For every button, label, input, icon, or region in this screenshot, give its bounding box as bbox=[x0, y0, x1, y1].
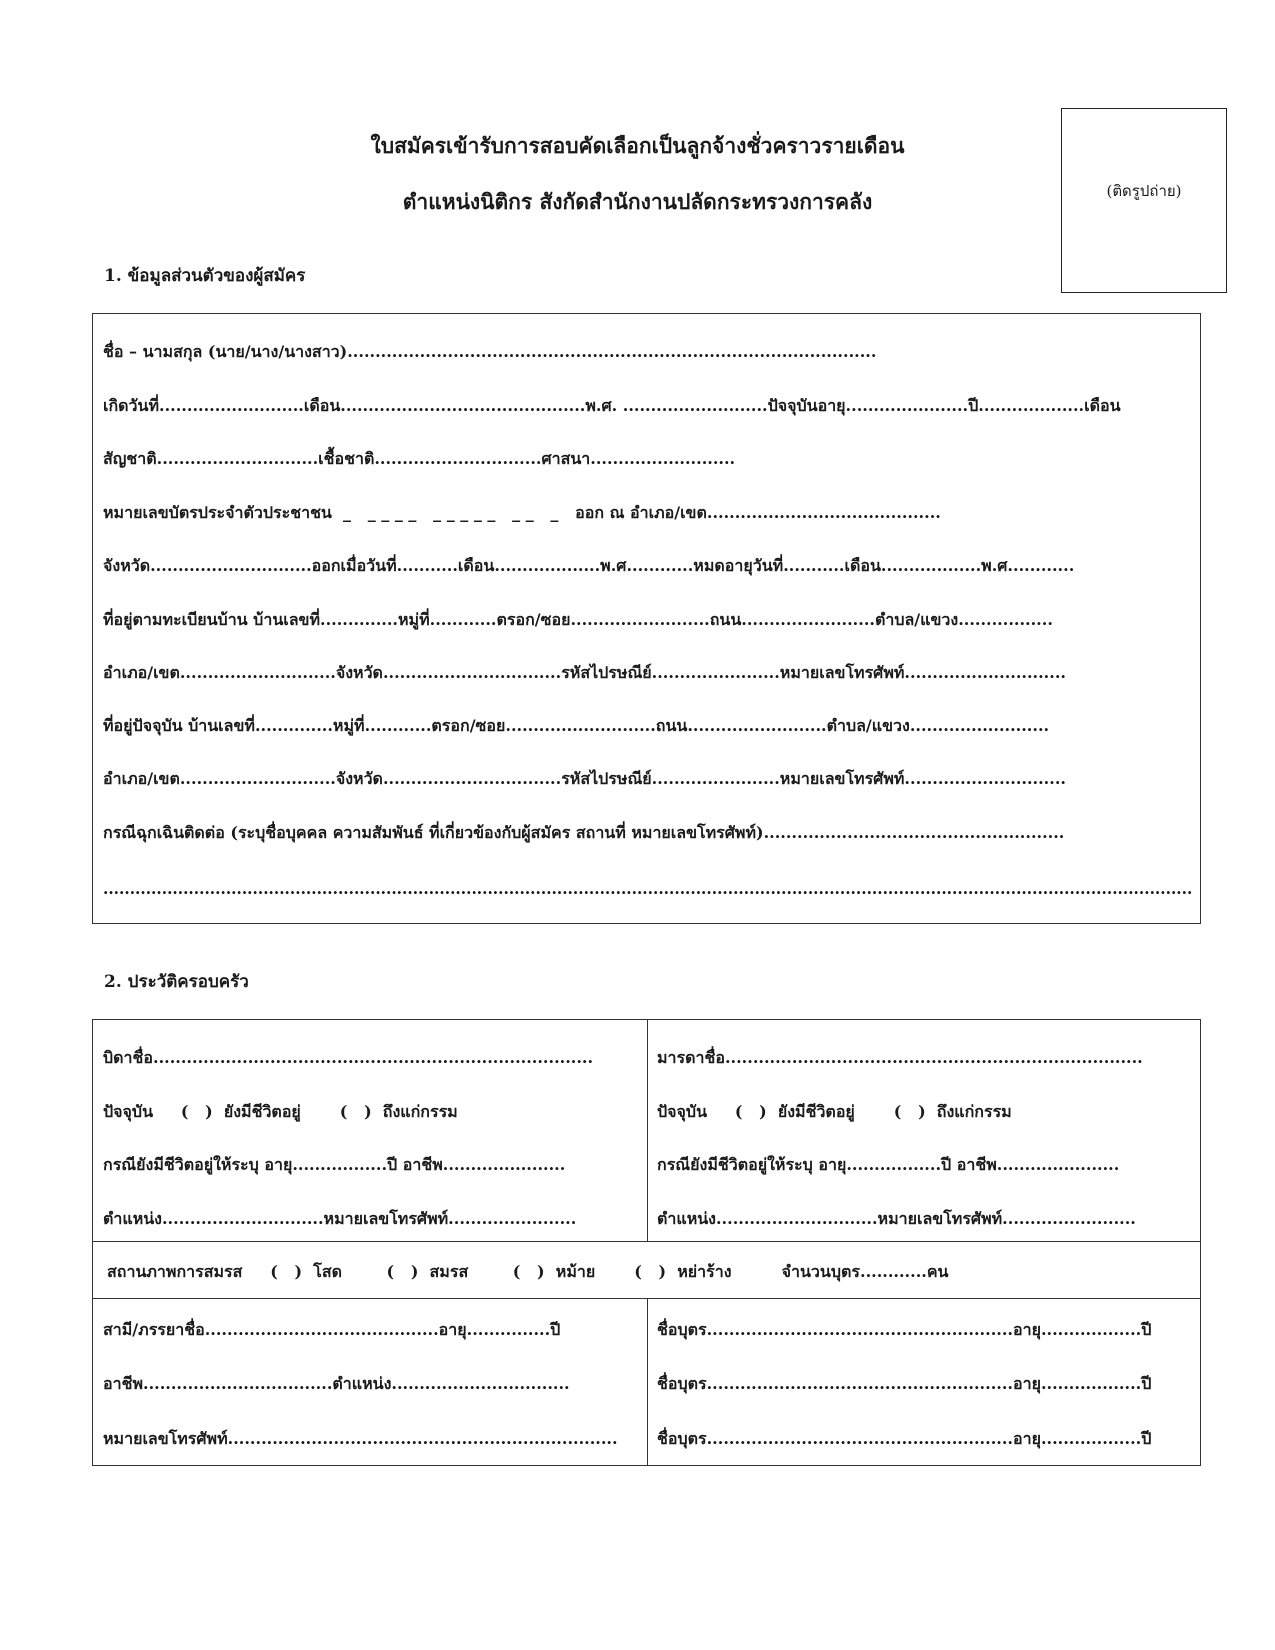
marital-status-field[interactable]: สถานภาพการสมรส ( ) โสด ( ) สมรส ( ) หม้าย ( ) หย่าร้าง จำนวนบุตร............คน bbox=[107, 1262, 949, 1281]
registered-district-phone-field[interactable]: อำเภอ/เขต............................จังหวัด................................รหัสไปรษณีย์.......................หมายเลขโทรศัพท์............................. bbox=[103, 663, 1066, 682]
id-card-field[interactable]: หมายเลขบัตรประจำตัวประชาชน _ _ _ _ _ _ _ _ _ _ _ _ _ ออก ณ อำเภอ/เขต.......................................... bbox=[103, 503, 941, 522]
birth-date-age-field[interactable]: เกิดวันที่..........................เดือน............................................พ.ศ. ..........................ปัจจุบันอายุ......................ปี...................เดือน bbox=[103, 396, 1121, 415]
id-card-issue-expiry-field[interactable]: จังหวัด.............................ออกเมื่อวันที่...........เดือน...................พ.ศ............หมดอายุวันที่...........เดือน..................พ.ศ............ bbox=[103, 556, 1075, 575]
mother-age-occupation-field[interactable]: กรณียังมีชีวิตอยู่ให้ระบุ อายุ.................ปี อาชีพ...................... bbox=[657, 1155, 1120, 1174]
spouse-name-age-field[interactable]: สามี/ภรรยาชื่อ..........................................อายุ...............ปี bbox=[103, 1320, 561, 1339]
mother-status-field[interactable]: ปัจจุบัน ( ) ยังมีชีวิตอยู่ ( ) ถึงแก่กรรม bbox=[657, 1102, 1012, 1121]
section2-heading: 2. ประวัติครอบครัว bbox=[104, 972, 249, 992]
form-title-line1: ใบสมัครเข้ารับการสอบคัดเลือกเป็นลูกจ้างชั่วคราวรายเดือน bbox=[370, 133, 905, 158]
child-3-field[interactable]: ชื่อบุตร.......................................................อายุ..................ปี bbox=[657, 1429, 1152, 1448]
emergency-contact-continued[interactable]: ............................................................................................................................................................................................................ bbox=[103, 879, 1193, 898]
child-2-field[interactable]: ชื่อบุตร.......................................................อายุ..................ปี bbox=[657, 1374, 1152, 1393]
mother-position-phone-field[interactable]: ตำแหน่ง.............................หมายเลขโทรศัพท์........................ bbox=[657, 1209, 1136, 1228]
full-name-field[interactable]: ชื่อ – นามสกุล (นาย/นาง/นางสาว)............................................................................................... bbox=[103, 342, 877, 361]
spouse-phone-field[interactable]: หมายเลขโทรศัพท์...................................................................... bbox=[103, 1429, 618, 1448]
father-status-field[interactable]: ปัจจุบัน ( ) ยังมีชีวิตอยู่ ( ) ถึงแก่กรรม bbox=[103, 1102, 458, 1121]
personal-info-box bbox=[92, 313, 1201, 924]
father-position-phone-field[interactable]: ตำแหน่ง.............................หมายเลขโทรศัพท์....................... bbox=[103, 1209, 577, 1228]
parents-divider bbox=[647, 1020, 648, 1241]
section1-heading: 1. ข้อมูลส่วนตัวของผู้สมัคร bbox=[104, 266, 306, 286]
current-address-field[interactable]: ที่อยู่ปัจจุบัน บ้านเลขที่..............หมู่ที่............ตรอก/ซอย...........................ถนน.........................ตำบล/แขวง......................... bbox=[103, 716, 1050, 735]
parents-bottom-divider bbox=[93, 1241, 1200, 1242]
spouse-occupation-field[interactable]: อาชีพ..................................ตำแหน่ง................................ bbox=[103, 1374, 570, 1393]
father-age-occupation-field[interactable]: กรณียังมีชีวิตอยู่ให้ระบุ อายุ.................ปี อาชีพ...................... bbox=[103, 1155, 566, 1174]
father-name-field[interactable]: บิดาชื่อ............................................................................... bbox=[103, 1048, 594, 1067]
nationality-religion-field[interactable]: สัญชาติ.............................เชื้อชาติ..............................ศาสนา.......................... bbox=[103, 449, 736, 468]
child-1-field[interactable]: ชื่อบุตร.......................................................อายุ..................ปี bbox=[657, 1320, 1152, 1339]
photo-placeholder-label: (ติดรูปถ่าย) bbox=[1106, 182, 1182, 200]
spouse-children-divider bbox=[647, 1298, 648, 1466]
marital-bottom-divider bbox=[93, 1298, 1200, 1299]
current-district-phone-field[interactable]: อำเภอ/เขต............................จังหวัด................................รหัสไปรษณีย์.......................หมายเลขโทรศัพท์............................. bbox=[103, 769, 1066, 788]
photo-placeholder-box[interactable] bbox=[1061, 108, 1227, 293]
mother-name-field[interactable]: มารดาชื่อ........................................................................... bbox=[657, 1048, 1143, 1067]
emergency-contact-field[interactable]: กรณีฉุกเฉินติดต่อ (ระบุชื่อบุคคล ความสัมพันธ์ ที่เกี่ยวข้องกับผู้สมัคร สถานที่ หมายเลขโทรศัพท์)...................................................... bbox=[103, 823, 1065, 842]
registered-address-field[interactable]: ที่อยู่ตามทะเบียนบ้าน บ้านเลขที่..............หมู่ที่............ตรอก/ซอย.........................ถนน........................ตำบล/แขวง................. bbox=[103, 610, 1053, 629]
form-title-line2: ตำแหน่งนิติกร สังกัดสำนักงานปลัดกระทรวงการคลัง bbox=[402, 189, 873, 214]
family-info-box bbox=[92, 1019, 1201, 1466]
